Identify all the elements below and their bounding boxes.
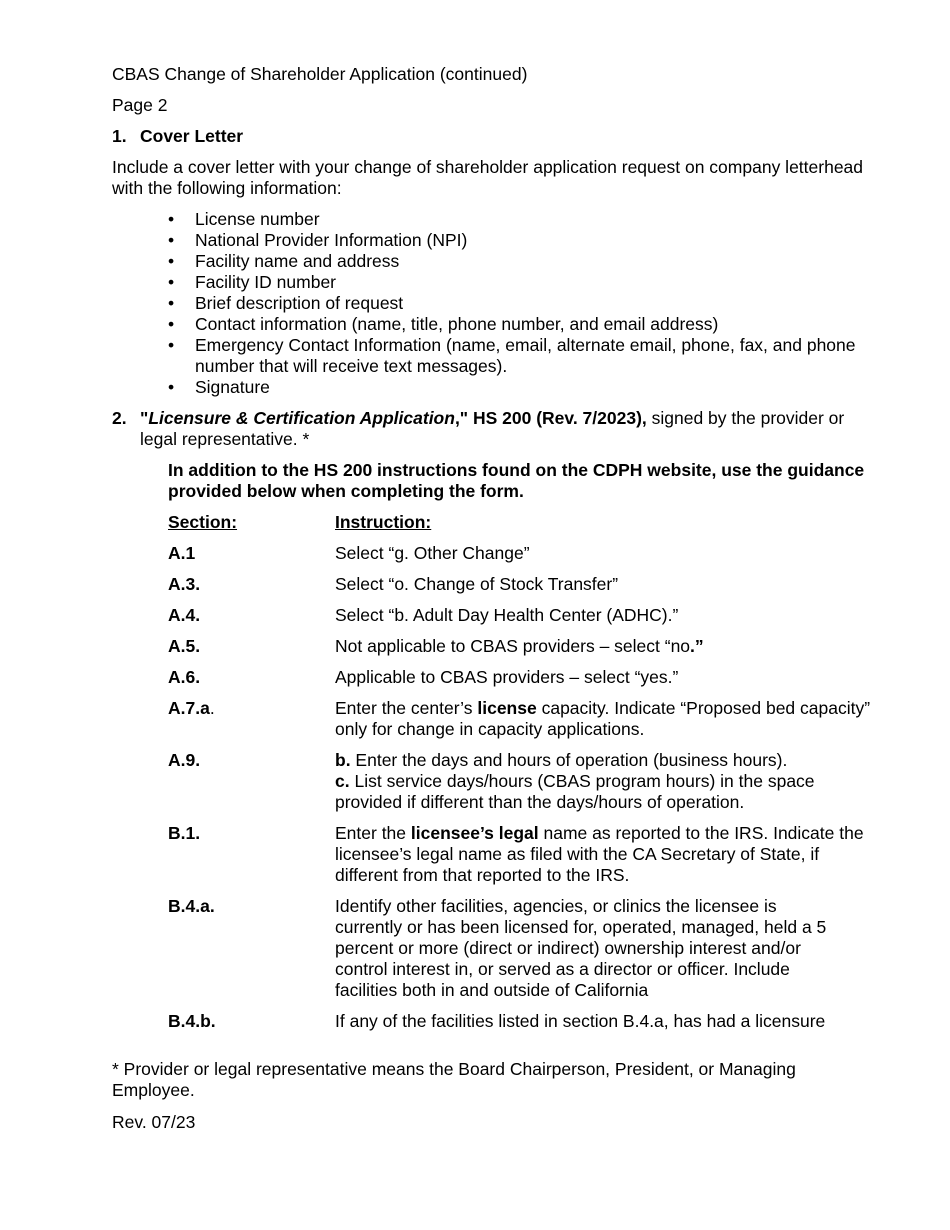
row-instruction: Select “g. Other Change” [335, 543, 530, 563]
section-1-intro: Include a cover letter with your change of shareholder application request on company letterhead with the following information: [112, 157, 864, 198]
revision-date: Rev. 07/23 [112, 1112, 196, 1132]
document-header-title: CBAS Change of Shareholder Application (continued) [112, 64, 528, 84]
table-row [168, 636, 872, 657]
section-2-quote-open: " [140, 408, 149, 428]
instruction-text: capacity. Indicate “Proposed bed capacity” only for change in capacity applications. [335, 698, 871, 739]
row-section: A.3. [168, 574, 201, 594]
row-instruction [335, 750, 872, 813]
row-section [168, 698, 335, 740]
table-row [168, 750, 872, 813]
list-item: • Contact information (name, title, phone number, and email address) [168, 314, 872, 335]
list-item: • License number [168, 209, 872, 230]
table-header-row [168, 512, 872, 533]
row-instruction: Identify other facilities, agencies, or clinics the licensee is currently or has been licensed for, operated, managed, held a 5 percent or more (direct or indirect) ownership interest and/or control interest in, or served as a director or officer. Include facilities both in and outside of California [335, 896, 827, 1000]
section-2-guidance: In addition to the HS 200 instructions found on the CDPH website, use the guidance provided below when completing the form. [168, 460, 865, 501]
section-2-suffix: signed by the provider or legal representative. * [140, 408, 845, 449]
row-instruction [335, 823, 872, 886]
instruction-text: Enter the days and hours of operation (business hours). [350, 750, 788, 770]
section-2-form-name: Licensure & Certification Application [148, 408, 455, 428]
table-row [168, 605, 872, 626]
row-section: A.4. [168, 605, 201, 625]
instruction-emphasis: license [477, 698, 537, 718]
row-instruction [335, 636, 872, 657]
section-column-header: Section: [168, 512, 238, 532]
section-2-number: 2. [112, 408, 127, 428]
instruction-table [168, 512, 872, 1032]
section-2-paragraph [112, 408, 872, 450]
row-section: B.1. [168, 823, 201, 843]
section-1-number: 1. [112, 126, 127, 146]
table-row [168, 896, 872, 1001]
row-instruction: If any of the facilities listed in section B.4.a, has had a licensure [335, 1011, 826, 1031]
subitem-label: b. [335, 750, 351, 770]
footnote: * Provider or legal representative means the Board Chairperson, President, or Managing Employee. [112, 1059, 796, 1100]
instruction-text: List service days/hours (CBAS program hours) in the space provided if different than the days/hours of operation. [335, 771, 815, 812]
instruction-column-header: Instruction: [335, 512, 432, 532]
instruction-text: Enter the center’s [335, 698, 478, 718]
cover-letter-bullet-list [168, 209, 872, 398]
row-section: A.9. [168, 750, 201, 770]
row-section: A.1 [168, 543, 196, 563]
instruction-subitem [335, 750, 872, 771]
table-row [168, 1011, 872, 1032]
row-instruction: Select “o. Change of Stock Transfer” [335, 574, 619, 594]
table-row [168, 574, 872, 595]
section-1-title: Cover Letter [140, 126, 244, 146]
row-instruction: Applicable to CBAS providers – select “yes.” [335, 667, 679, 687]
row-section: A.5. [168, 636, 201, 656]
list-item: • Signature [168, 377, 872, 398]
instruction-emphasis: licensee’s legal [410, 823, 539, 843]
section-1-heading [112, 126, 872, 147]
instruction-text: Enter the [335, 823, 411, 843]
instruction-text: name as reported to the IRS. Indicate the licensee’s legal name as filed with the CA Secretary of State, if different from that reported to the IRS. [335, 823, 864, 885]
row-section: A.6. [168, 667, 201, 687]
list-item: • National Provider Information (NPI) [168, 230, 872, 251]
list-item: • Facility ID number [168, 272, 872, 293]
table-row [168, 823, 872, 886]
row-section: B.4.a. [168, 896, 215, 916]
instruction-emphasis: .” [690, 636, 704, 656]
table-row [168, 543, 872, 564]
row-section: B.4.b. [168, 1011, 216, 1031]
document-page [112, 64, 872, 1042]
row-instruction: Select “b. Adult Day Health Center (ADHC).” [335, 605, 679, 625]
table-row [168, 698, 872, 740]
section-2-form-ref: ," HS 200 (Rev. 7/2023), [454, 408, 647, 428]
page-number: Page 2 [112, 95, 168, 115]
section-label-period: . [209, 698, 215, 718]
table-row [168, 667, 872, 688]
row-instruction [335, 698, 872, 740]
list-item: • Facility name and address [168, 251, 872, 272]
subitem-label: c. [335, 771, 350, 791]
section-label: A.7.a [168, 698, 210, 718]
instruction-subitem [335, 771, 872, 813]
list-item: • Emergency Contact Information (name, email, alternate email, phone, fax, and phone number that will receive text messages). [168, 335, 872, 377]
instruction-text: Not applicable to CBAS providers – select “no [335, 636, 691, 656]
list-item: • Brief description of request [168, 293, 872, 314]
